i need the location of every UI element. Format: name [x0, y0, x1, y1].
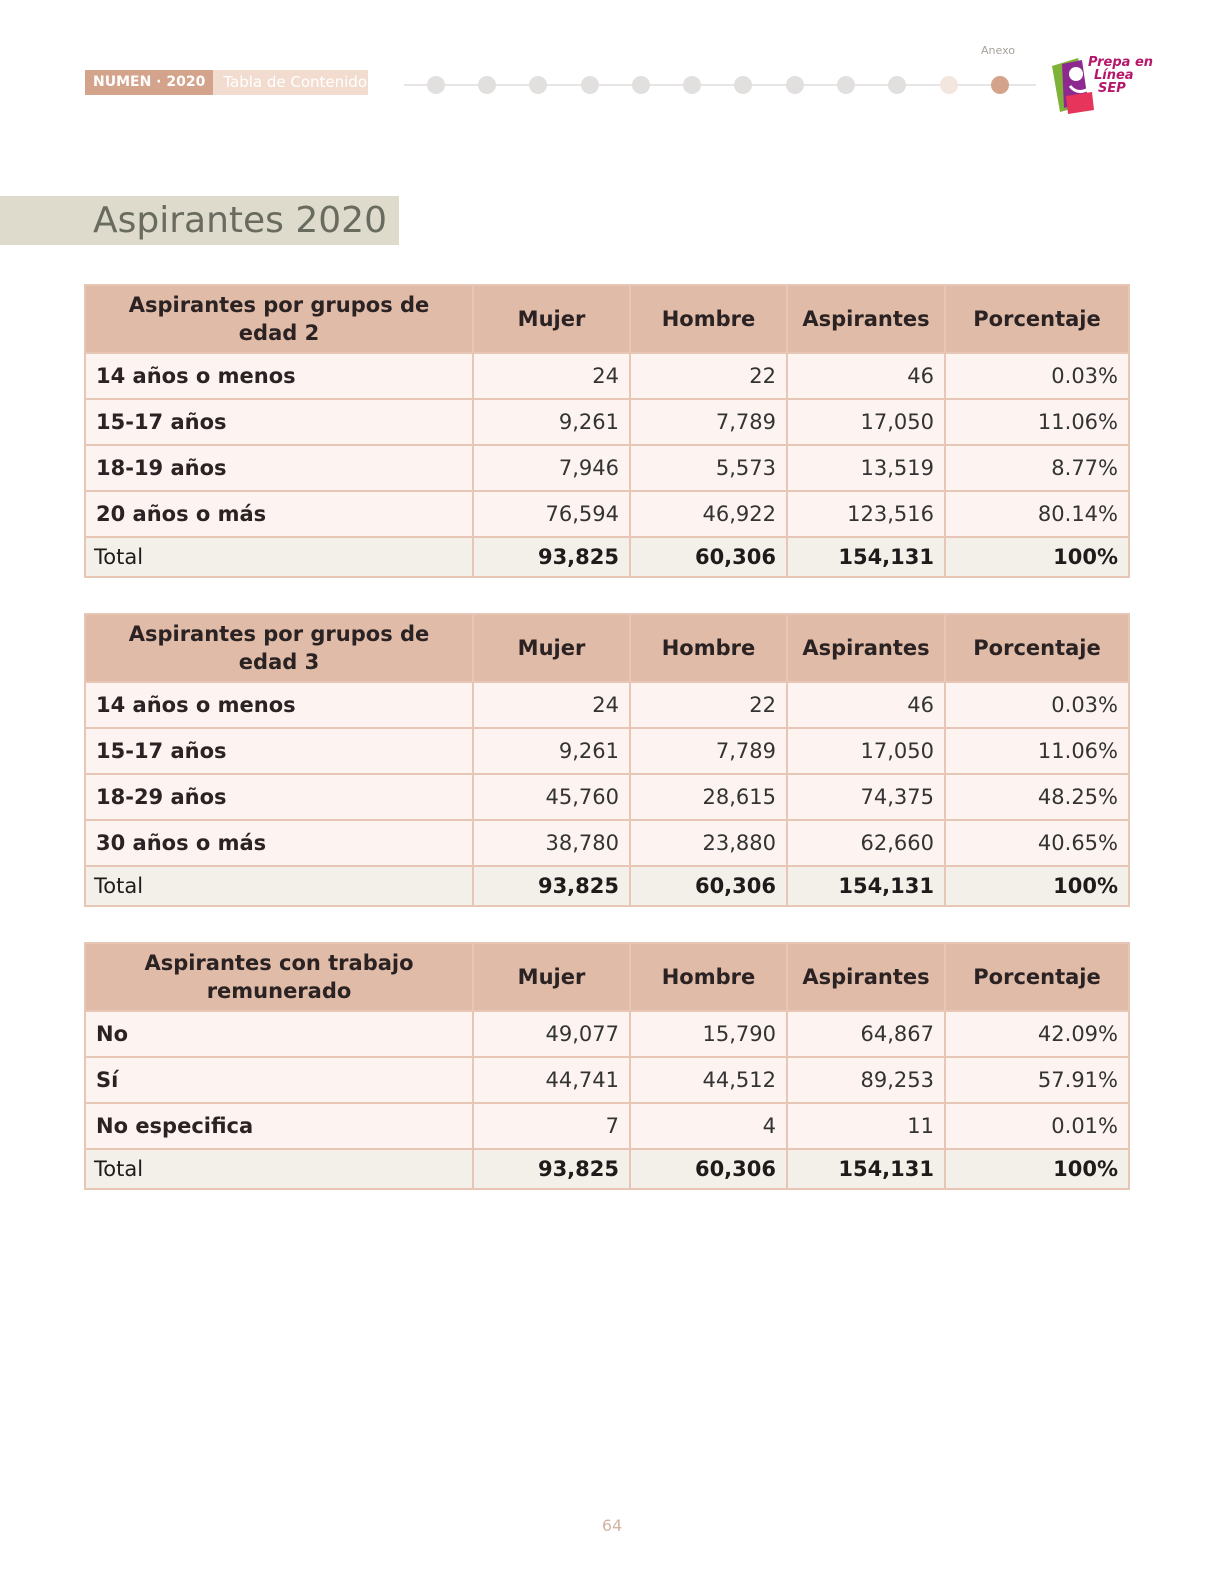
- logo-line: Línea: [1094, 68, 1134, 83]
- cell-hombre: 7,789: [630, 728, 787, 774]
- total-mujer: 93,825: [473, 1149, 630, 1189]
- cell-aspirantes: 74,375: [787, 774, 945, 820]
- cell-porcentaje: 57.91%: [945, 1057, 1129, 1103]
- cell-hombre: 44,512: [630, 1057, 787, 1103]
- timeline-dot[interactable]: [888, 76, 906, 94]
- cell-mujer: 7,946: [473, 445, 630, 491]
- table-of-contents-link[interactable]: Tabla de Contenido: [213, 70, 368, 95]
- cell-aspirantes: 46: [787, 682, 945, 728]
- cell-aspirantes: 17,050: [787, 728, 945, 774]
- timeline-dot[interactable]: [837, 76, 855, 94]
- cell-porcentaje: 0.03%: [945, 682, 1129, 728]
- column-header: Aspirantes por grupos de edad 2: [85, 285, 473, 353]
- cell-mujer: 9,261: [473, 728, 630, 774]
- column-header: Aspirantes por grupos de edad 3: [85, 614, 473, 682]
- table-row: [85, 399, 1129, 445]
- timeline-dot[interactable]: [581, 76, 599, 94]
- cell-aspirantes: 11: [787, 1103, 945, 1149]
- row-label: No especifica: [85, 1103, 473, 1149]
- row-label: Sí: [85, 1057, 473, 1103]
- cell-porcentaje: 48.25%: [945, 774, 1129, 820]
- cell-hombre: 7,789: [630, 399, 787, 445]
- cell-aspirantes: 46: [787, 353, 945, 399]
- table-paid-work: [84, 942, 1130, 1190]
- cell-mujer: 9,261: [473, 399, 630, 445]
- column-header: Porcentaje: [945, 285, 1129, 353]
- total-aspirantes: 154,131: [787, 537, 945, 577]
- cell-porcentaje: 11.06%: [945, 399, 1129, 445]
- row-label: 18-19 años: [85, 445, 473, 491]
- anexo-label: Anexo: [981, 44, 1015, 57]
- cell-porcentaje: 8.77%: [945, 445, 1129, 491]
- cell-mujer: 45,760: [473, 774, 630, 820]
- timeline-dot-anexo[interactable]: [991, 76, 1009, 94]
- cell-porcentaje: 0.03%: [945, 353, 1129, 399]
- row-label: 30 años o más: [85, 820, 473, 866]
- total-aspirantes: 154,131: [787, 1149, 945, 1189]
- timeline-dot[interactable]: [529, 76, 547, 94]
- brand-label: NUMEN · 2020: [85, 70, 213, 95]
- total-porcentaje: 100%: [945, 866, 1129, 906]
- table-row: [85, 1011, 1129, 1057]
- cell-hombre: 22: [630, 682, 787, 728]
- timeline-dot[interactable]: [940, 76, 958, 94]
- timeline-dot[interactable]: [786, 76, 804, 94]
- column-header: Aspirantes: [787, 943, 945, 1011]
- row-label: 15-17 años: [85, 399, 473, 445]
- logo-text: [1088, 56, 1153, 95]
- cell-aspirantes: 17,050: [787, 399, 945, 445]
- total-mujer: 93,825: [473, 866, 630, 906]
- column-header: Hombre: [630, 943, 787, 1011]
- total-hombre: 60,306: [630, 537, 787, 577]
- column-header: Mujer: [473, 285, 630, 353]
- table-row: [85, 491, 1129, 537]
- table-age-groups-2: [84, 284, 1130, 578]
- cell-aspirantes: 89,253: [787, 1057, 945, 1103]
- column-header: Hombre: [630, 614, 787, 682]
- table-header-row: [85, 614, 1129, 682]
- timeline-dot[interactable]: [734, 76, 752, 94]
- table-row: [85, 774, 1129, 820]
- cell-hombre: 15,790: [630, 1011, 787, 1057]
- logo-line: SEP: [1098, 81, 1126, 96]
- timeline-dot[interactable]: [632, 76, 650, 94]
- table-row: [85, 1057, 1129, 1103]
- column-header: Mujer: [473, 614, 630, 682]
- table-age-groups-3: [84, 613, 1130, 907]
- total-hombre: 60,306: [630, 1149, 787, 1189]
- cell-mujer: 7: [473, 1103, 630, 1149]
- cell-hombre: 46,922: [630, 491, 787, 537]
- cell-aspirantes: 62,660: [787, 820, 945, 866]
- cell-mujer: 76,594: [473, 491, 630, 537]
- cell-mujer: 49,077: [473, 1011, 630, 1057]
- cell-aspirantes: 123,516: [787, 491, 945, 537]
- column-header: Aspirantes con trabajo remunerado: [85, 943, 473, 1011]
- timeline-dot[interactable]: [478, 76, 496, 94]
- row-label: 18-29 años: [85, 774, 473, 820]
- column-header: Porcentaje: [945, 943, 1129, 1011]
- header-bar: [85, 70, 368, 95]
- cell-mujer: 44,741: [473, 1057, 630, 1103]
- cell-mujer: 38,780: [473, 820, 630, 866]
- cell-porcentaje: 11.06%: [945, 728, 1129, 774]
- table-header-row: [85, 943, 1129, 1011]
- total-label: Total: [85, 537, 473, 577]
- cell-porcentaje: 0.01%: [945, 1103, 1129, 1149]
- table-total-row: [85, 1149, 1129, 1189]
- row-label: No: [85, 1011, 473, 1057]
- cell-mujer: 24: [473, 682, 630, 728]
- timeline-dot[interactable]: [683, 76, 701, 94]
- row-label: 15-17 años: [85, 728, 473, 774]
- total-label: Total: [85, 866, 473, 906]
- table-total-row: [85, 537, 1129, 577]
- table-row: [85, 1103, 1129, 1149]
- cell-aspirantes: 13,519: [787, 445, 945, 491]
- page-number: 64: [601, 1516, 623, 1535]
- table-row: [85, 682, 1129, 728]
- column-header: Aspirantes: [787, 614, 945, 682]
- table-row: [85, 820, 1129, 866]
- cell-aspirantes: 64,867: [787, 1011, 945, 1057]
- table-row: [85, 445, 1129, 491]
- column-header: Mujer: [473, 943, 630, 1011]
- row-label: 14 años o menos: [85, 682, 473, 728]
- column-header: Porcentaje: [945, 614, 1129, 682]
- cell-porcentaje: 42.09%: [945, 1011, 1129, 1057]
- cell-hombre: 5,573: [630, 445, 787, 491]
- total-aspirantes: 154,131: [787, 866, 945, 906]
- timeline-dot[interactable]: [427, 76, 445, 94]
- column-header: Aspirantes: [787, 285, 945, 353]
- table-total-row: [85, 866, 1129, 906]
- cell-hombre: 4: [630, 1103, 787, 1149]
- table-header-row: [85, 285, 1129, 353]
- cell-hombre: 28,615: [630, 774, 787, 820]
- total-mujer: 93,825: [473, 537, 630, 577]
- cell-porcentaje: 80.14%: [945, 491, 1129, 537]
- table-row: [85, 353, 1129, 399]
- row-label: 14 años o menos: [85, 353, 473, 399]
- total-hombre: 60,306: [630, 866, 787, 906]
- total-label: Total: [85, 1149, 473, 1189]
- table-row: [85, 728, 1129, 774]
- row-label: 20 años o más: [85, 491, 473, 537]
- cell-porcentaje: 40.65%: [945, 820, 1129, 866]
- column-header: Hombre: [630, 285, 787, 353]
- cell-hombre: 23,880: [630, 820, 787, 866]
- cell-mujer: 24: [473, 353, 630, 399]
- cell-hombre: 22: [630, 353, 787, 399]
- logo-line: Prepa en: [1088, 55, 1154, 70]
- page-title: Aspirantes 2020: [93, 200, 387, 241]
- total-porcentaje: 100%: [945, 537, 1129, 577]
- total-porcentaje: 100%: [945, 1149, 1129, 1189]
